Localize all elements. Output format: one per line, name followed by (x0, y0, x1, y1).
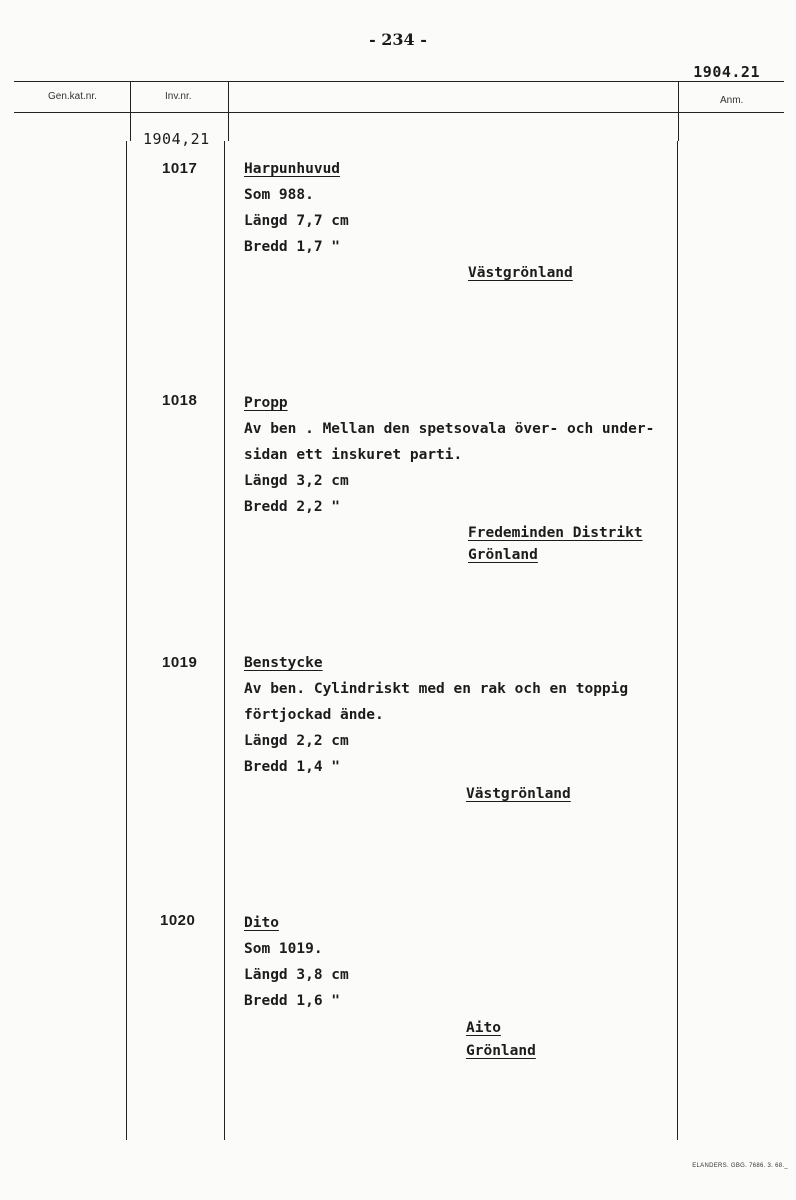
entry-line: Av ben. Cylindriskt med en rak och en toppig (244, 681, 629, 697)
catalog-entry (244, 156, 684, 260)
column-divider-2-lower (224, 141, 225, 1140)
entry-line: Bredd 1,6 " (244, 993, 341, 1009)
accession-year: 1904,21 (143, 130, 210, 148)
catalog-entry (244, 390, 684, 520)
column-divider-2 (228, 81, 229, 141)
column-divider-1 (130, 81, 131, 141)
entry-line: Bredd 1,7 " (244, 239, 341, 255)
page-number: - 234 - (369, 30, 427, 49)
entry-locality: Fredeminden Distrikt (468, 525, 643, 541)
entry-line: Bredd 2,2 " (244, 499, 341, 515)
header-gen-kat-nr: Gen.kat.nr. (48, 91, 97, 102)
entry-line: förtjockad ände. (244, 707, 384, 723)
entry-line: Längd 2,2 cm (244, 733, 349, 749)
entry-line: Som 988. (244, 187, 314, 203)
entry-line: Längd 7,7 cm (244, 213, 349, 229)
catalog-id: 1904.21 (693, 63, 760, 81)
column-divider-3 (678, 81, 679, 141)
catalog-entry (244, 910, 684, 1014)
entry-locality: Aito (466, 1020, 501, 1036)
entry-locality: Västgrönland (466, 786, 571, 802)
header-anm: Anm. (720, 95, 744, 106)
catalog-entry (244, 650, 684, 780)
entry-locality: Grönland (466, 1043, 536, 1059)
entry-locality: Västgrönland (468, 265, 573, 281)
entry-locality: Grönland (468, 547, 538, 563)
entry-line: Bredd 1,4 " (244, 759, 341, 775)
column-divider-1-lower (126, 141, 127, 1140)
inventory-number: 1018 (162, 392, 198, 409)
entry-title: Propp (244, 395, 288, 411)
inventory-number: 1017 (162, 160, 198, 177)
entry-line: Längd 3,2 cm (244, 473, 349, 489)
entry-title: Harpunhuvud (244, 161, 341, 177)
header-inv-nr: Inv.nr. (165, 91, 192, 102)
entry-line: Av ben . Mellan den spetsovala över- och under- (244, 421, 655, 437)
entry-line: sidan ett inskuret parti. (244, 447, 463, 463)
printer-imprint: ELANDERS. GBG. 7686. 3. 68._ (692, 1163, 788, 1169)
entry-line: Som 1019. (244, 941, 323, 957)
entry-title: Benstycke (244, 655, 323, 671)
inventory-number: 1020 (160, 912, 196, 929)
inventory-number: 1019 (162, 654, 198, 671)
entry-line: Längd 3,8 cm (244, 967, 349, 983)
entry-title: Dito (244, 915, 279, 931)
